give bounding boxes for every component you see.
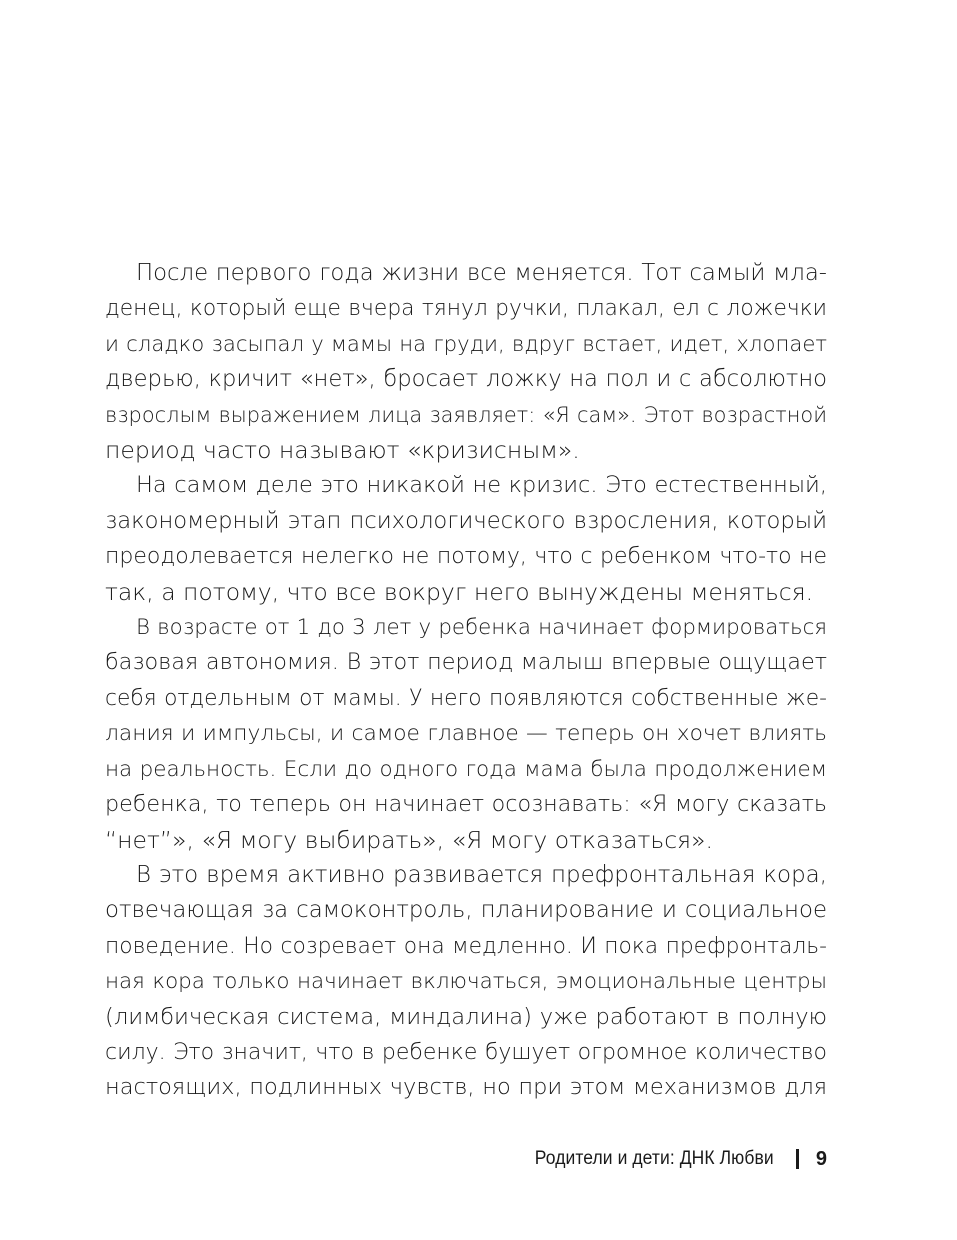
text-line: ная кора только начинает включаться, эмоциональные центры [105, 969, 827, 995]
text-line: В это время активно развивается префронтальная кора, [136, 861, 827, 888]
text-line: После первого года жизни все меняется. Тот самый мла- [136, 260, 827, 286]
text-line: ребенка, то теперь он начинает осознавать: «Я могу сказать [105, 791, 827, 818]
text-line: денец, который еще вчера тянул ручки, плакал, ел с ложечки [105, 296, 827, 322]
text-line: поведение. Но созревает она медленно. И пока префронталь- [105, 933, 827, 959]
text-line: закономерный этап психологического взросления, который [105, 507, 827, 534]
text-line: отвечающая за самоконтроль, планирование и социальное [105, 897, 827, 924]
page-footer [514, 1143, 827, 1175]
text-line: настоящих, подлинных чувств, но при этом механизмов для [105, 1074, 827, 1101]
text-line: “нет”», «Я могу выбирать», «Я могу отказаться». [105, 825, 713, 854]
text-line: силу. Это значит, что в ребенке бушует огромное количество [105, 1039, 827, 1065]
page-number: 9 [815, 1147, 827, 1170]
paragraph-3 [105, 610, 827, 858]
text-line: дверью, кричит «нет», бросает ложку на пол и с абсолютно [105, 366, 827, 393]
text-line: (лимбическая система, миндалина) уже работают в полную [105, 1003, 827, 1030]
text-line: на реальность. Если до одного года мама была продолжением [105, 756, 827, 782]
text-line: и сладко засыпал у мамы на груди, вдруг встает, идет, хлопает [105, 331, 827, 357]
running-title: Родители и дети: ДНК Любви [534, 1148, 774, 1169]
text-line: лания и импульсы, и самое главное — теперь он хочет влиять [105, 721, 827, 747]
text-line: взрослым выражением лица заявляет: «Я сам». Этот возрастной [105, 402, 827, 427]
body-text [105, 256, 827, 1106]
paragraph-2 [105, 468, 827, 610]
text-line: базовая автономия. В этот период малыш впервые ощущает [105, 649, 827, 676]
text-line: На самом деле это никакой не кризис. Это естественный, [136, 472, 827, 499]
paragraph-4 [105, 858, 827, 1106]
text-line: В возрасте от 1 до 3 лет у ребенка начинает формироваться [136, 615, 827, 641]
footer-separator [796, 1149, 799, 1169]
text-line: период часто называют «кризисным». [105, 436, 580, 465]
paragraph-1 [105, 256, 827, 468]
text-line: себя отдельным от мамы. У него появляются собственные же- [105, 685, 827, 711]
text-line: так, а потому, что все вокруг него вынуждены меняться. [105, 577, 814, 606]
text-line: преодолевается нелегко не потому, что с ребенком что-то не [105, 544, 827, 570]
